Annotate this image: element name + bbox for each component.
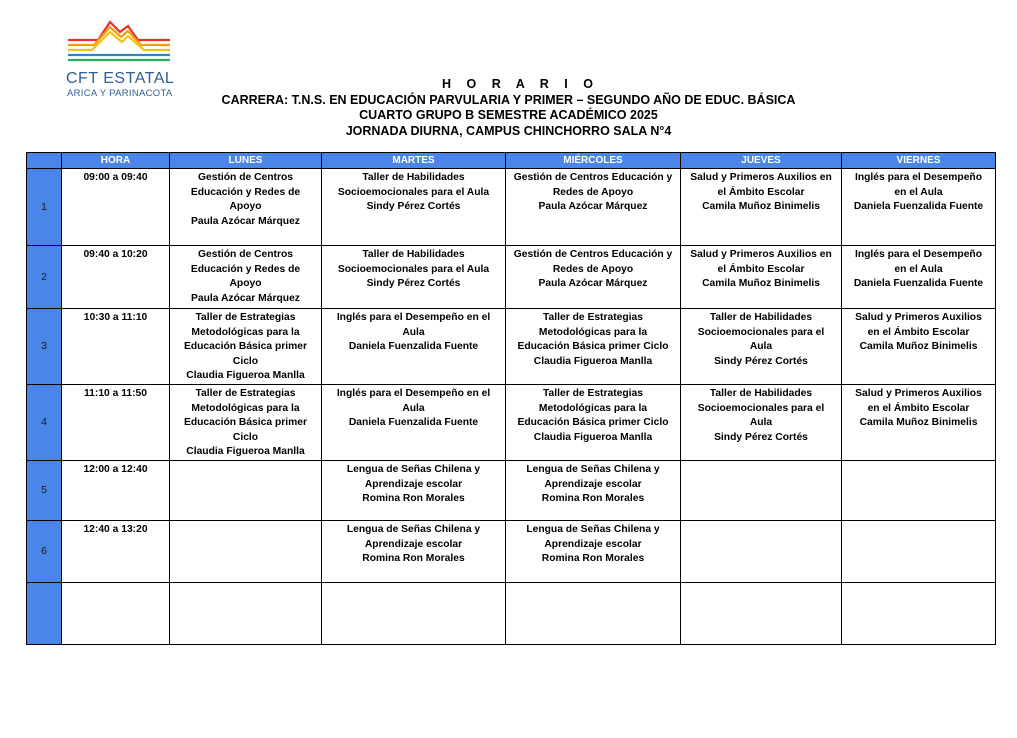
career-title: CARRERA: T.N.S. EN EDUCACIÓN PARVULARIA Y PRIMER – SEGUNDO AÑO DE EDUC. BÁSICA: [221, 92, 796, 107]
table-row: [27, 384, 996, 460]
row-number: 3: [27, 309, 62, 385]
cell-line: Inglés para el Desempeño: [854, 249, 983, 260]
cell-line: Sindy Pérez Cortés: [714, 355, 808, 367]
cell-line: Romina Ron Morales: [362, 553, 465, 565]
schedule-cell: [842, 309, 996, 385]
cell-line: Aprendizaje escolar: [544, 478, 642, 490]
cell-line: Lengua de Señas Chilena y: [526, 523, 660, 535]
campus-title: JORNADA DIURNA, CAMPUS CHINCHORRO SALA N°4: [345, 123, 672, 138]
cell-line: en el Ámbito Escolar: [867, 326, 970, 338]
mountain-logo-icon: [64, 18, 174, 70]
cell-line: Sindy Pérez Cortés: [714, 431, 808, 443]
schedule-cell: [681, 582, 842, 644]
cell-line: Camila Muñoz Binimelis: [859, 341, 978, 353]
cell-line: Paula Azócar Márquez: [538, 278, 648, 290]
column-header-martes: MARTES: [322, 153, 506, 169]
cell-line: Daniela Fuenzalida Fuente: [853, 278, 984, 290]
cell-line: Socioemocionales para el: [697, 326, 825, 338]
group-title: CUARTO GRUPO B SEMESTRE ACADÉMICO 2025: [359, 108, 658, 122]
cell-line: Daniela Fuenzalida Fuente: [853, 201, 984, 213]
cell-line: Paula Azócar Márquez: [538, 201, 648, 213]
schedule-table: [26, 152, 996, 645]
schedule-cell: [842, 460, 996, 520]
cell-line: Inglés para el Desempeño en el: [336, 387, 491, 399]
cell-line: en el Aula: [894, 186, 943, 198]
cell-line: Socioemocionales para el Aula: [337, 263, 490, 275]
row-time: 09:40 a 10:20: [62, 246, 170, 309]
cell-line: Redes de Apoyo: [552, 263, 634, 275]
table-row: [27, 520, 996, 582]
logo-name: CFT ESTATAL: [66, 70, 175, 87]
schedule-cell: [322, 169, 506, 246]
cell-line: Salud y Primeros Auxilios: [855, 312, 982, 323]
cell-line: Ciclo: [232, 431, 259, 443]
cell-line: Apoyo: [229, 278, 262, 290]
cell-line: el Ámbito Escolar: [717, 186, 805, 198]
cell-line: Metodológicas para la: [191, 402, 300, 414]
schedule-cell: [506, 246, 681, 309]
cell-line: Paula Azócar Márquez: [191, 292, 300, 304]
cell-line: Metodológicas para la: [538, 402, 648, 414]
schedule-cell: [322, 460, 506, 520]
cell-line: Taller de Habilidades: [362, 172, 465, 183]
cell-line: Educación Básica primer: [183, 341, 308, 353]
schedule-cell: [681, 460, 842, 520]
schedule-cell: [506, 460, 681, 520]
schedule-cell: [506, 520, 681, 582]
row-number: 6: [27, 520, 62, 582]
cell-line: en el Aula: [894, 263, 943, 275]
cell-line: Aprendizaje escolar: [544, 538, 642, 550]
cell-line: Socioemocionales para el Aula: [337, 186, 490, 198]
cell-line: Lengua de Señas Chilena y: [346, 523, 481, 535]
cell-line: Claudia Figueroa Manlla: [186, 446, 305, 458]
cell-line: Daniela Fuenzalida Fuente: [348, 417, 479, 429]
cell-line: Aula: [402, 326, 425, 338]
cell-line: Redes de Apoyo: [552, 186, 634, 198]
cell-line: Salud y Primeros Auxilios: [855, 387, 982, 399]
cell-line: Taller de Habilidades: [362, 249, 465, 260]
cell-line: Lengua de Señas Chilena y: [526, 463, 660, 475]
cell-line: Socioemocionales para el: [697, 402, 825, 414]
cell-line: Camila Muñoz Binimelis: [702, 278, 820, 290]
column-header-miercoles: MIÉRCOLES: [506, 153, 681, 169]
cell-line: Aprendizaje escolar: [364, 538, 463, 550]
schedule-body: [27, 169, 996, 645]
schedule-cell: [170, 169, 322, 246]
schedule-cell: [170, 309, 322, 385]
cell-line: Educación Básica primer Ciclo: [517, 341, 669, 353]
schedule-cell: [506, 582, 681, 644]
cell-line: Metodológicas para la: [191, 326, 300, 338]
cell-line: Claudia Figueroa Manlla: [533, 431, 653, 443]
row-time: 09:00 a 09:40: [62, 169, 170, 246]
table-row: [27, 309, 996, 385]
cell-line: Metodológicas para la: [538, 326, 648, 338]
cell-line: Aula: [749, 417, 773, 429]
cell-line: Taller de Estrategias: [195, 387, 296, 399]
cell-line: Taller de Estrategias: [195, 312, 296, 323]
table-row: [27, 169, 996, 246]
document-header: [0, 77, 1017, 139]
cell-line: Educación Básica primer: [183, 417, 308, 429]
schedule-cell: [506, 384, 681, 460]
cell-line: Aprendizaje escolar: [364, 478, 463, 490]
table-header-row: [27, 153, 996, 169]
cell-line: Sindy Pérez Cortés: [366, 278, 461, 290]
cell-line: Ciclo: [232, 355, 259, 367]
cell-line: Gestión de Centros: [198, 249, 293, 260]
row-time: 10:30 a 11:10: [62, 309, 170, 385]
cell-line: Gestión de Centros Educación y: [513, 249, 673, 260]
cell-line: Romina Ron Morales: [541, 553, 645, 565]
cell-line: Taller de Estrategias: [543, 387, 643, 399]
row-time: 12:40 a 13:20: [62, 520, 170, 582]
schedule-cell: [322, 582, 506, 644]
row-number: 1: [27, 169, 62, 246]
schedule-cell: [681, 520, 842, 582]
schedule-title: H O R A R I O: [442, 77, 599, 91]
cell-line: Aula: [749, 341, 773, 353]
schedule-cell: [842, 582, 996, 644]
cell-line: Taller de Estrategias: [543, 312, 643, 323]
cell-line: Taller de Habilidades: [709, 312, 813, 323]
cell-line: Taller de Habilidades: [709, 387, 813, 399]
cell-line: Aula: [402, 402, 425, 414]
cell-line: en el Ámbito Escolar: [867, 402, 970, 414]
cell-line: Educación Básica primer Ciclo: [517, 417, 669, 429]
schedule-cell: [506, 169, 681, 246]
cell-line: Romina Ron Morales: [362, 493, 465, 505]
schedule-cell: [322, 246, 506, 309]
schedule-cell: [681, 384, 842, 460]
cell-line: Gestión de Centros Educación y: [513, 172, 673, 183]
schedule-cell: [842, 384, 996, 460]
row-number: [27, 582, 62, 644]
table-row: [27, 246, 996, 309]
cell-line: Claudia Figueroa Manlla: [533, 355, 653, 367]
cell-line: Gestión de Centros: [198, 172, 293, 183]
cell-line: Lengua de Señas Chilena y: [346, 463, 481, 475]
column-header-viernes: VIERNES: [842, 153, 996, 169]
column-header-lunes: LUNES: [170, 153, 322, 169]
schedule-cell: [842, 246, 996, 309]
schedule-cell: [681, 169, 842, 246]
cell-line: Romina Ron Morales: [541, 493, 645, 505]
schedule-cell: [322, 384, 506, 460]
cell-line: Inglés para el Desempeño: [854, 172, 983, 183]
table-row: [27, 460, 996, 520]
cell-line: el Ámbito Escolar: [717, 263, 805, 275]
row-time: 12:00 a 12:40: [62, 460, 170, 520]
schedule-cell: [322, 520, 506, 582]
row-number: 4: [27, 384, 62, 460]
cell-line: Inglés para el Desempeño en el: [336, 312, 491, 323]
schedule-cell: [681, 246, 842, 309]
cell-line: Camila Muñoz Binimelis: [702, 201, 820, 213]
row-number: 5: [27, 460, 62, 520]
schedule-cell: [170, 246, 322, 309]
column-header-jueves: JUEVES: [681, 153, 842, 169]
cell-line: Educación y Redes de: [190, 186, 301, 198]
schedule-cell: [842, 169, 996, 246]
cell-line: Salud y Primeros Auxilios en: [690, 172, 832, 183]
schedule-cell: [681, 309, 842, 385]
cell-line: Claudia Figueroa Manlla: [186, 370, 305, 382]
row-time: [62, 582, 170, 644]
column-header-hora: HORA: [62, 153, 170, 169]
row-number: 2: [27, 246, 62, 309]
schedule-cell: [322, 309, 506, 385]
cell-line: Daniela Fuenzalida Fuente: [348, 341, 479, 353]
table-row: [27, 582, 996, 644]
column-header-num: [27, 153, 62, 169]
schedule-cell: [842, 520, 996, 582]
cell-line: Salud y Primeros Auxilios en: [690, 249, 832, 260]
cell-line: Camila Muñoz Binimelis: [859, 417, 978, 429]
schedule-cell: [506, 309, 681, 385]
schedule-cell: [170, 460, 322, 520]
cell-line: Paula Azócar Márquez: [191, 215, 300, 227]
schedule-cell: [170, 384, 322, 460]
cell-line: Apoyo: [229, 201, 262, 213]
schedule-cell: [170, 582, 322, 644]
row-time: 11:10 a 11:50: [62, 384, 170, 460]
cell-line: Educación y Redes de: [190, 263, 301, 275]
schedule-cell: [170, 520, 322, 582]
logo-subtitle: ARICA Y PARINACOTA: [67, 88, 173, 99]
cell-line: Sindy Pérez Cortés: [366, 201, 461, 213]
